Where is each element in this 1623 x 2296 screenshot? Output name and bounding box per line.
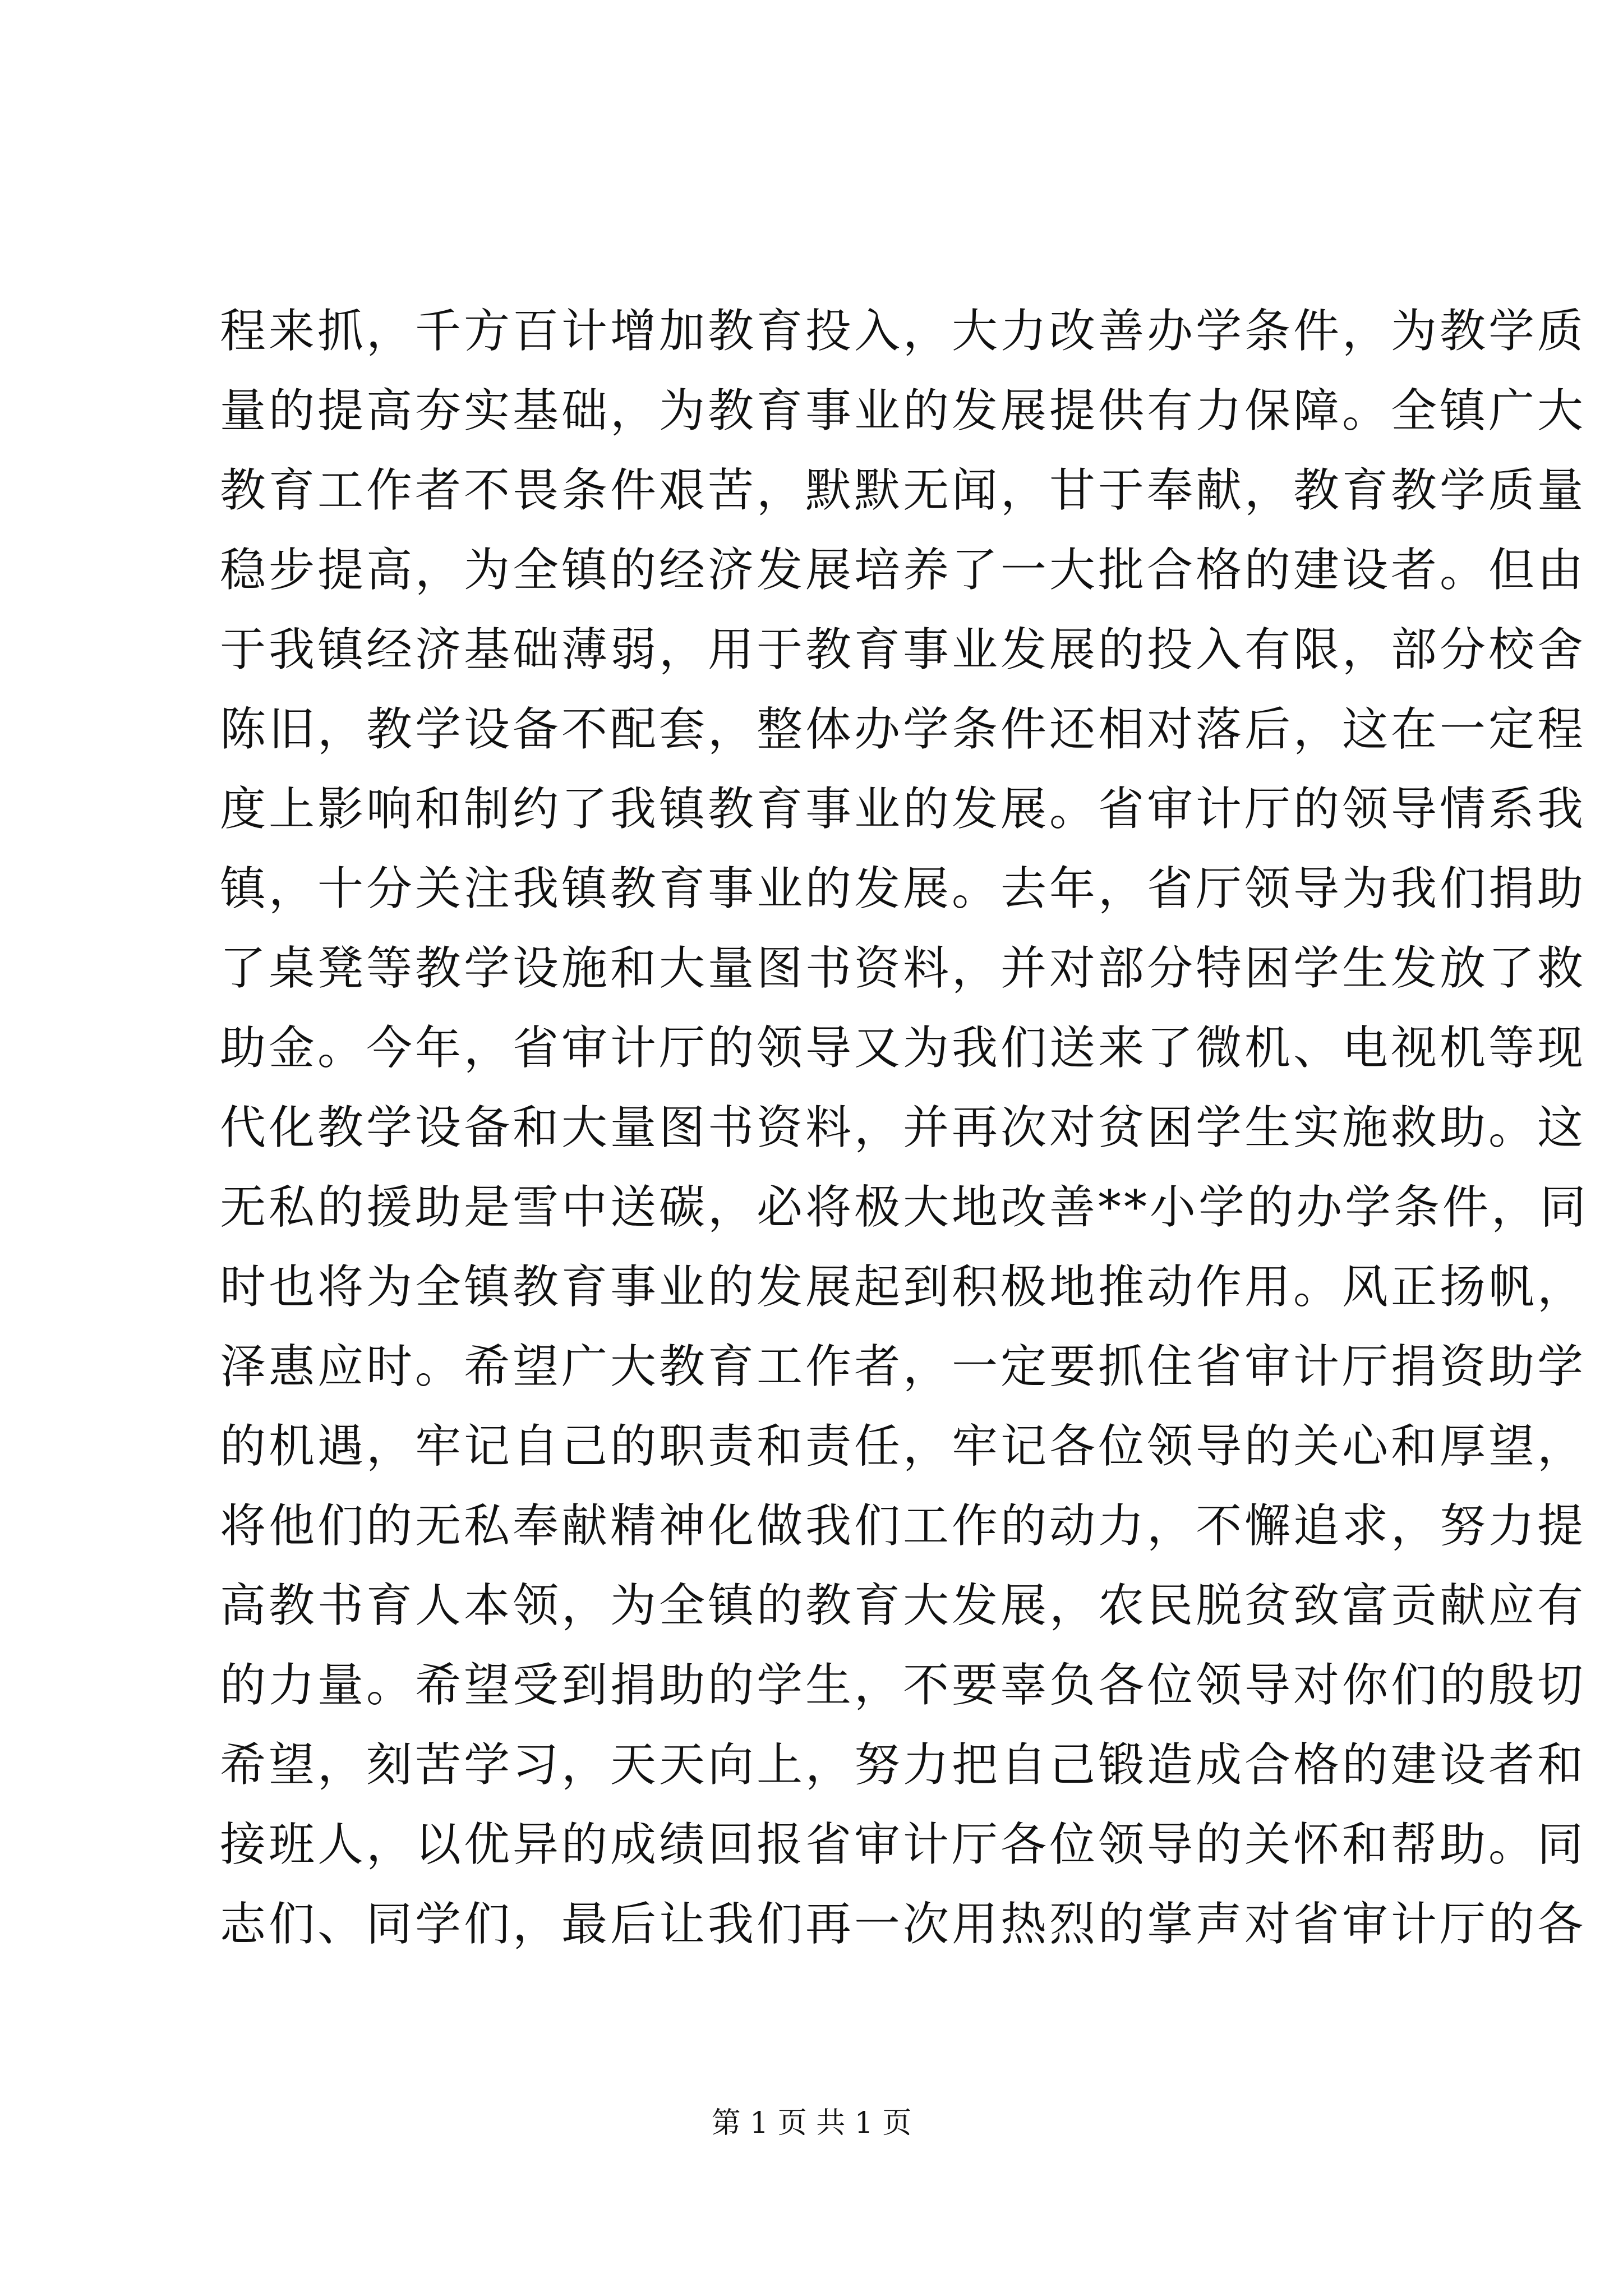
text-line: 镇，十分关注我镇教育事业的发展。去年，省厅领导为我们捐助: [220, 862, 1587, 915]
text-line: 无私的援助是雪中送碳，必将极大地改善**小学的办学条件，同: [220, 1181, 1589, 1234]
text-line: 接班人，以优异的成绩回报省审计厅各位领导的关怀和帮助。同: [220, 1818, 1587, 1871]
text-line: 度上影响和制约了我镇教育事业的发展。省审计厅的领导情系我: [220, 783, 1587, 836]
text-line: 于我镇经济基础薄弱，用于教育事业发展的投入有限，部分校舍: [220, 623, 1587, 677]
text-line: 了桌凳等教学设施和大量图书资料，并对部分特困学生发放了救: [220, 942, 1587, 995]
text-line: 的机遇，牢记自己的职责和责任，牢记各位领导的关心和厚望，: [220, 1420, 1587, 1473]
text-line: 将他们的无私奉献精神化做我们工作的动力，不懈追求，努力提: [220, 1499, 1587, 1553]
text-line: 泽惠应时。希望广大教育工作者，一定要抓住省审计厅捐资助学: [220, 1340, 1587, 1393]
text-line: 程来抓，千方百计增加教育投入，大力改善办学条件，为教学质: [220, 305, 1587, 358]
page-number-label: 第 1 页 共 1 页: [711, 2106, 912, 2140]
text-line: 量的提高夯实基础，为教育事业的发展提供有力保障。全镇广大: [220, 384, 1587, 438]
text-line: 代化教学设备和大量图书资料，并再次对贫困学生实施救助。这: [220, 1101, 1587, 1154]
text-line: 陈旧，教学设备不配套，整体办学条件还相对落后，这在一定程: [220, 703, 1587, 756]
text-line: 希望，刻苦学习，天天向上，努力把自己锻造成合格的建设者和: [220, 1738, 1587, 1792]
text-line: 的力量。希望受到捐助的学生，不要辜负各位领导对你们的殷切: [220, 1659, 1587, 1712]
text-line: 教育工作者不畏条件艰苦，默默无闻，甘于奉献，教育教学质量: [220, 464, 1587, 517]
text-line: 稳步提高，为全镇的经济发展培养了一大批合格的建设者。但由: [220, 544, 1587, 597]
text-line: 高教书育人本领，为全镇的教育大发展，农民脱贫致富贡献应有: [220, 1579, 1587, 1632]
page-footer: [0, 2104, 1623, 2143]
text-line: 助金。今年，省审计厅的领导又为我们送来了微机、电视机等现: [220, 1022, 1587, 1075]
body-text: [220, 292, 1589, 1964]
text-line: 志们、同学们，最后让我们再一次用热烈的掌声对省审计厅的各: [220, 1898, 1587, 1951]
text-line: 时也将为全镇教育事业的发展起到积极地推动作用。风正扬帆，: [220, 1260, 1587, 1314]
